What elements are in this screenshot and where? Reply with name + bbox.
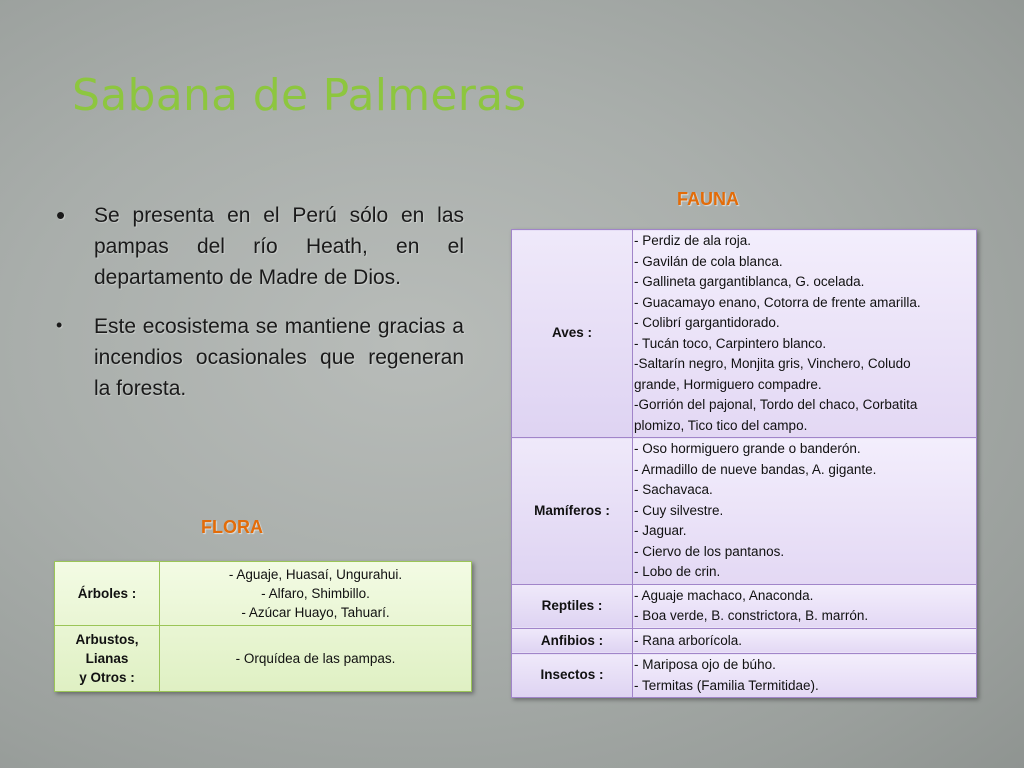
row-label: Mamíferos : <box>512 438 633 585</box>
value-line: - Rana arborícola. <box>634 632 743 648</box>
table-row <box>512 654 977 698</box>
value-line: - Aguaje machaco, Anaconda. <box>634 587 814 603</box>
value-line: - Aguaje, Huasaí, Ungurahui. <box>228 567 403 582</box>
bullet-dot-icon: • <box>56 315 63 335</box>
label-line: Lianas <box>85 651 129 666</box>
value-line: -Gorrión del pajonal, Tordo del chaco, Corbatita <box>634 397 918 412</box>
label-line: Arbustos, <box>75 632 139 647</box>
bullet-dot-icon: • <box>56 200 66 230</box>
bullet-item <box>56 311 464 404</box>
flora-heading: FLORA <box>201 517 263 537</box>
row-value <box>160 626 472 692</box>
row-label: Reptiles : <box>512 584 633 628</box>
value-line: - Jaguar. <box>634 523 687 538</box>
fauna-heading: FAUNA <box>677 189 739 209</box>
value-line: - Orquídea de las pampas. <box>235 651 396 666</box>
value-line: - Ciervo de los pantanos. <box>634 543 785 559</box>
table-row <box>512 230 977 438</box>
row-label: Anfibios : <box>512 628 633 654</box>
bullet-item <box>56 200 464 293</box>
value-line: - Sachavaca. <box>634 482 713 497</box>
value-line: - Tucán toco, Carpintero blanco. <box>634 335 827 351</box>
row-value <box>160 562 472 626</box>
value-line: - Termitas (Familia Termitidae). <box>634 677 819 693</box>
bullet-text: Se presenta en el Perú sólo en las pampas del río Heath, en el departamento de Madre de Dios. <box>94 204 464 289</box>
row-value <box>633 438 977 585</box>
value-line: - Guacamayo enano, Cotorra de frente amarilla. <box>634 294 921 310</box>
bullet-text: Este ecosistema se mantiene gracias a incendios ocasionales que regeneran la foresta. <box>94 315 464 400</box>
label-line: y Otros : <box>79 670 135 685</box>
value-line: - Mariposa ojo de búho. <box>634 657 776 672</box>
fauna-table <box>511 229 977 698</box>
value-line: plomizo, Tico tico del campo. <box>634 417 808 433</box>
value-line: - Azúcar Huayo, Tahuarí. <box>241 605 390 620</box>
value-line: - Oso hormiguero grande o banderón. <box>634 441 861 456</box>
row-value <box>633 654 977 698</box>
value-line: - Gavilán de cola blanca. <box>634 253 783 269</box>
row-label <box>55 626 160 692</box>
table-row <box>512 628 977 654</box>
value-line: - Perdiz de ala roja. <box>634 233 752 248</box>
row-label: Aves : <box>512 230 633 438</box>
value-line: grande, Hormiguero compadre. <box>634 376 822 392</box>
value-line: - Armadillo de nueve bandas, A. gigante. <box>634 461 877 477</box>
value-line: - Colibrí gargantidorado. <box>634 315 780 330</box>
value-line: - Gallineta gargantiblanca, G. ocelada. <box>634 274 865 289</box>
slide-title: Sabana de Palmeras <box>72 70 527 121</box>
value-line: - Lobo de crin. <box>634 564 721 579</box>
table-row <box>512 438 977 585</box>
value-line: -Saltarín negro, Monjita gris, Vinchero, Coludo <box>634 356 911 371</box>
bullet-list <box>56 200 464 422</box>
row-label: Árboles : <box>55 562 160 626</box>
table-row <box>55 626 472 692</box>
row-value <box>633 584 977 628</box>
table-row <box>55 562 472 626</box>
row-label: Insectos : <box>512 654 633 698</box>
row-value <box>633 628 977 654</box>
flora-table <box>54 561 472 692</box>
value-line: - Boa verde, B. constrictora, B. marrón. <box>634 608 869 623</box>
value-line: - Cuy silvestre. <box>634 502 724 518</box>
value-line: - Alfaro, Shimbillo. <box>261 586 370 601</box>
table-row <box>512 584 977 628</box>
row-value <box>633 230 977 438</box>
